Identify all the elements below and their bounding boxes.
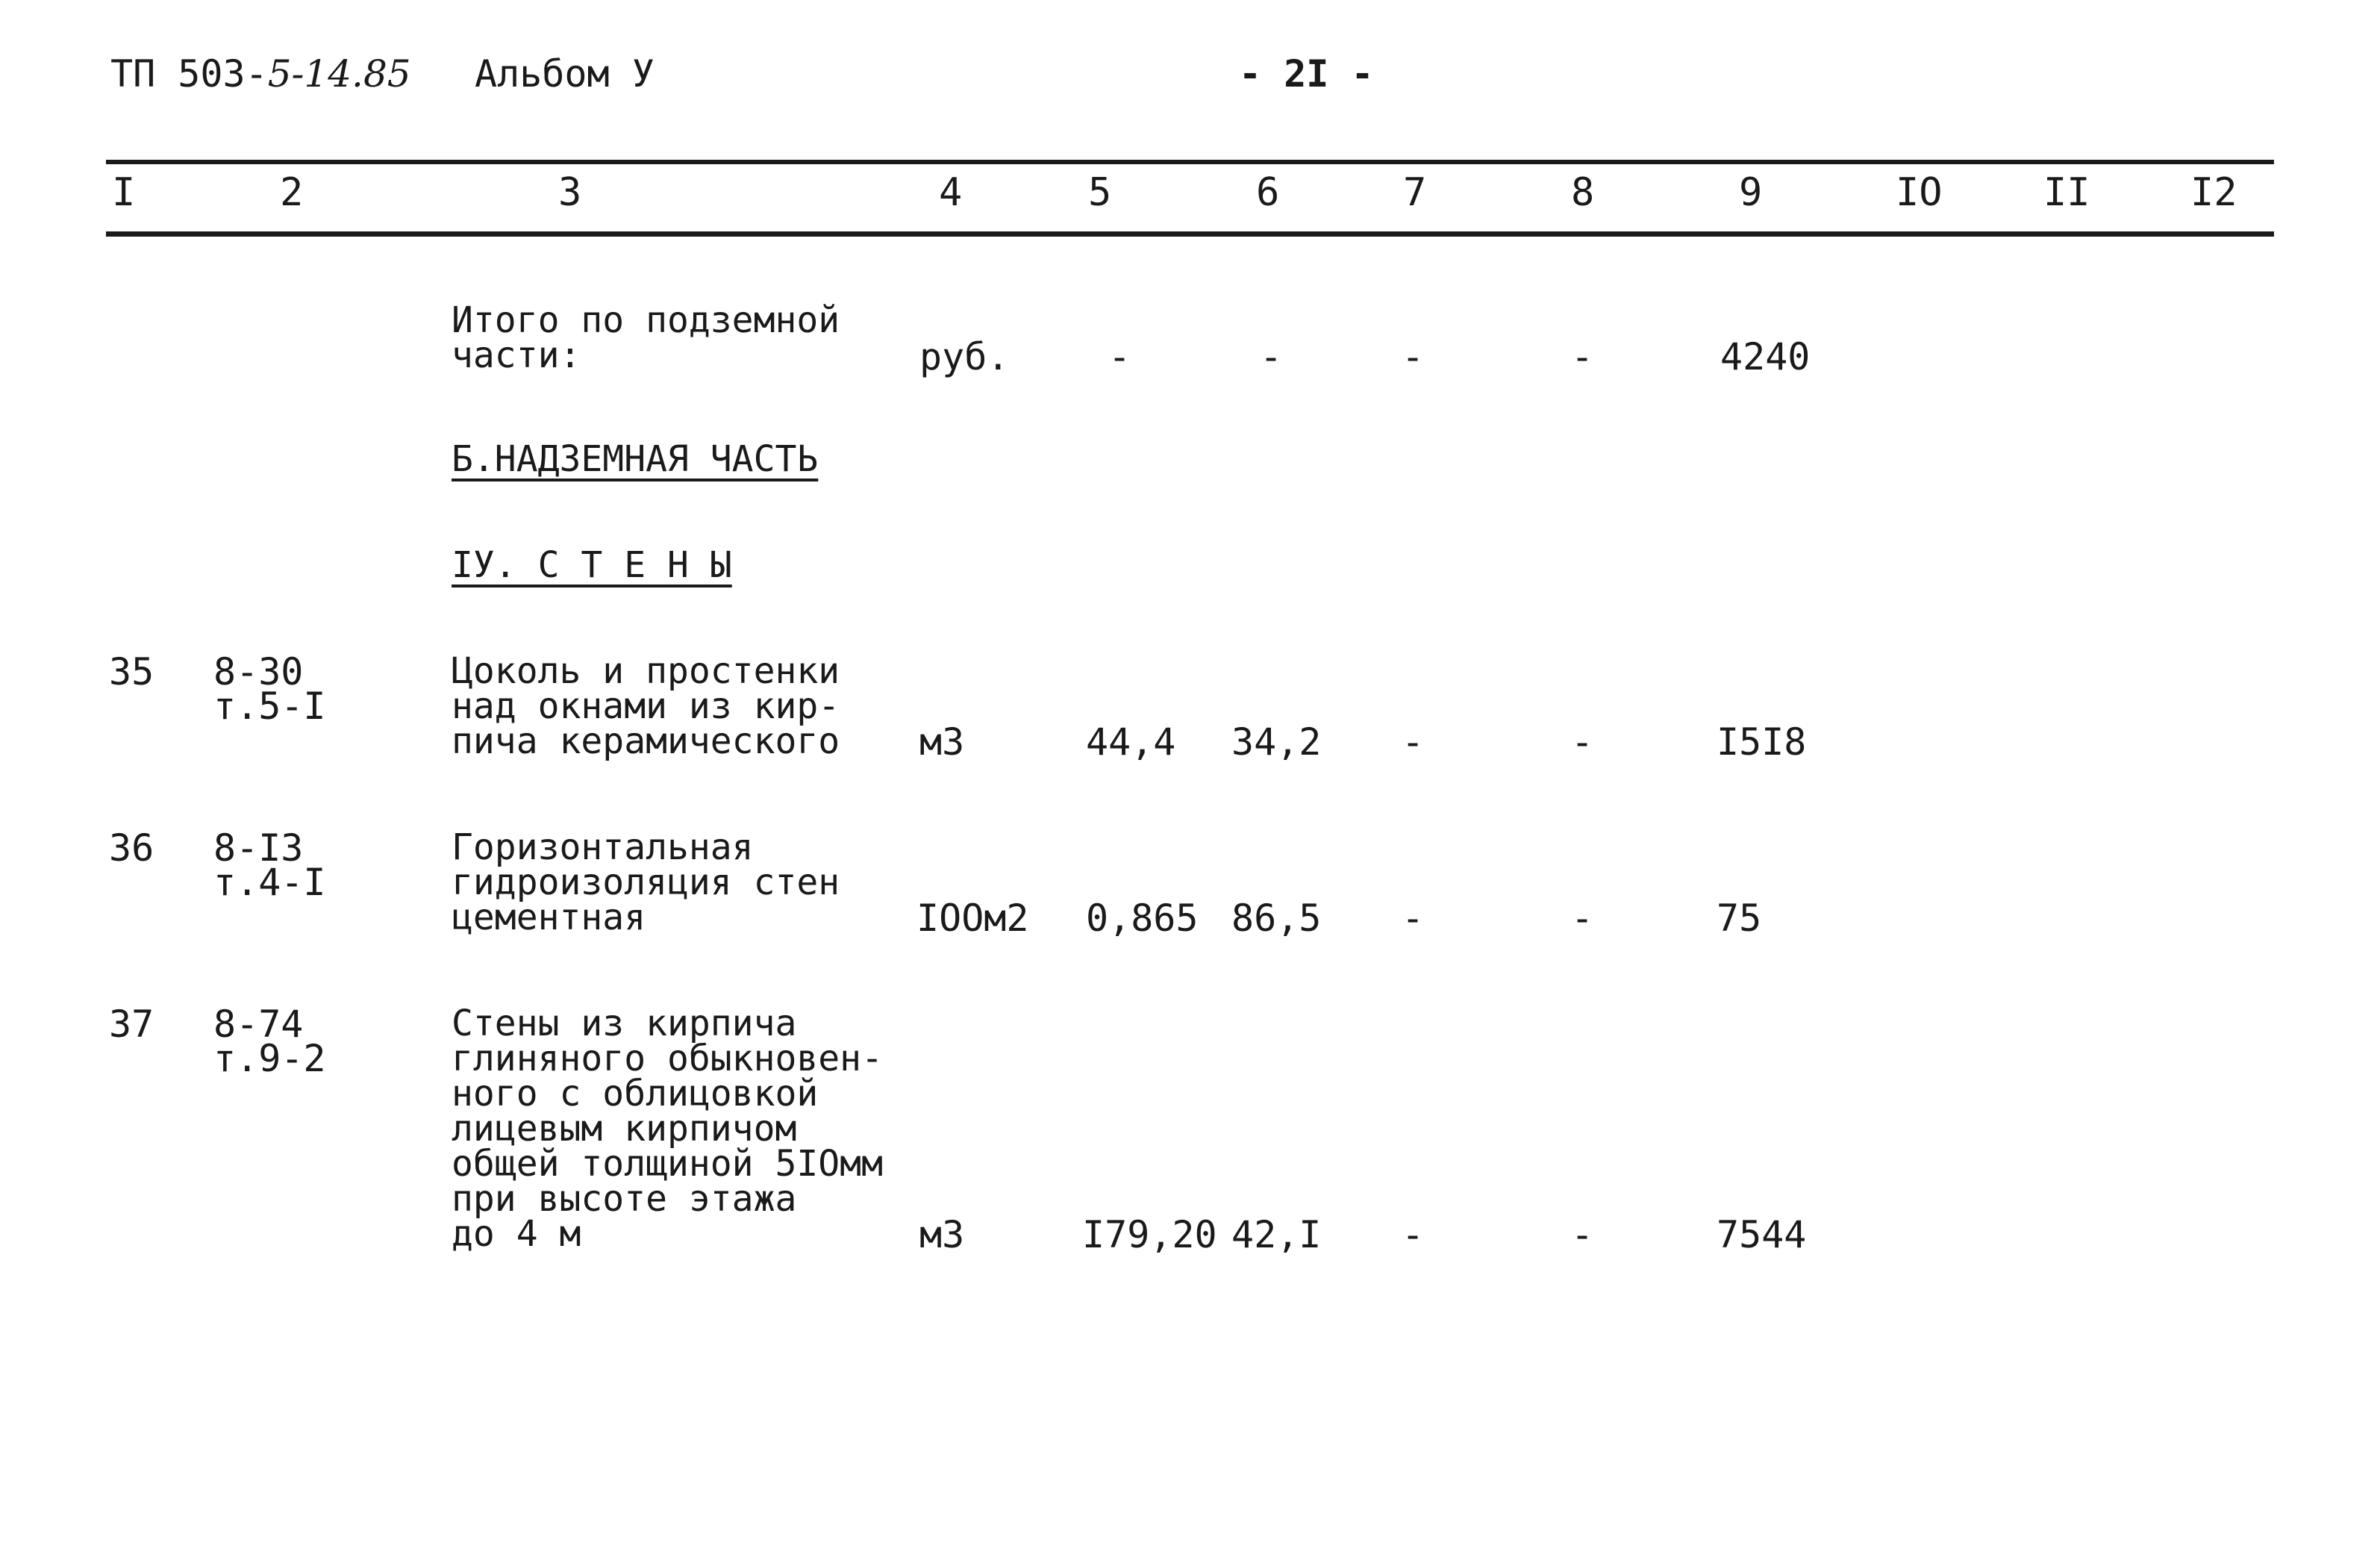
- column-header-7: 7: [1403, 170, 1427, 215]
- column-header-8: 8: [1571, 170, 1595, 215]
- col6-value: 42,I: [1231, 1213, 1322, 1256]
- work-description-line: Стены из кирпича: [452, 1003, 797, 1044]
- col5-value: 0,865: [1086, 897, 1199, 940]
- col9-value: I5I8: [1717, 720, 1807, 764]
- col7-value: -: [1402, 897, 1425, 940]
- work-description-line: до 4 м: [452, 1213, 581, 1255]
- column-header-6: 6: [1256, 170, 1280, 215]
- subtotal-col7: -: [1402, 335, 1425, 378]
- subtotal-col5: -: [1108, 335, 1131, 378]
- column-header-11: II: [2043, 170, 2090, 215]
- column-header-12: I2: [2190, 170, 2237, 215]
- work-description-line: при высоте этажа: [452, 1178, 797, 1220]
- work-description-line: пича керамического: [452, 720, 840, 762]
- row-number: 37: [109, 1003, 154, 1046]
- column-header-5: 5: [1088, 170, 1112, 215]
- norm-table-ref: т.9-2: [213, 1037, 326, 1080]
- work-description-line: гидроизоляция стен: [452, 861, 840, 903]
- col5-value: 44,4: [1086, 720, 1176, 764]
- col8-value: -: [1571, 1213, 1594, 1256]
- norm-code: 8-I3: [213, 826, 304, 870]
- album-label: Альбом У: [475, 52, 655, 96]
- work-description-line: Цоколь и простенки: [452, 650, 840, 692]
- subtotal-col6: -: [1260, 335, 1283, 378]
- subtotal-label-line1: Итого по подземной: [452, 299, 840, 341]
- subtotal-label-line2: части:: [452, 334, 581, 376]
- column-header-2: 2: [280, 170, 304, 215]
- section-title: Б.НАДЗЕМНАЯ ЧАСТЬ: [452, 438, 819, 480]
- col8-value: -: [1571, 897, 1594, 940]
- work-description-line: ного с облицовкой: [452, 1073, 819, 1115]
- unit: м3: [919, 1213, 965, 1256]
- unit: м3: [919, 720, 965, 764]
- col9-value: 75: [1717, 897, 1762, 940]
- col6-value: 34,2: [1231, 720, 1322, 764]
- norm-table-ref: т.5-I: [213, 685, 326, 728]
- document-code-handwritten: 5-14.85: [267, 52, 411, 96]
- subsection-title: IУ. С Т Е Н Ы: [452, 544, 732, 586]
- document-code: [110, 52, 411, 96]
- unit: IOOм2: [916, 897, 1029, 940]
- work-description-line: Горизонтальная: [452, 826, 754, 868]
- row-number: 35: [109, 650, 154, 693]
- table-header-bottom-rule: [106, 231, 2274, 237]
- col9-value: 7544: [1717, 1213, 1807, 1256]
- col7-value: -: [1402, 720, 1425, 764]
- table-top-rule: [106, 160, 2274, 164]
- row-number: 36: [109, 826, 154, 870]
- col5-value: I79,20: [1082, 1213, 1217, 1256]
- norm-code: 8-30: [213, 650, 304, 693]
- col6-value: 86,5: [1231, 897, 1322, 940]
- work-description-line: цементная: [452, 897, 646, 938]
- work-description-line: над окнами из кир-: [452, 685, 840, 727]
- column-header-3: 3: [558, 170, 582, 215]
- column-header-9: 9: [1739, 170, 1763, 215]
- subtotal-col8: -: [1571, 335, 1594, 378]
- col8-value: -: [1571, 720, 1594, 764]
- work-description-line: глиняного обыкновен-: [452, 1038, 883, 1079]
- subtotal-unit: руб.: [919, 335, 1010, 378]
- document-code-typed: ТП 503-: [110, 52, 268, 96]
- column-header-4: 4: [939, 170, 963, 215]
- column-header-10: IO: [1896, 170, 1943, 215]
- work-description-line: общей толщиной 5IOмм: [452, 1143, 883, 1185]
- work-description-line: лицевым кирпичом: [452, 1108, 797, 1150]
- subtotal-col9: 4240: [1720, 335, 1811, 378]
- norm-table-ref: т.4-I: [213, 861, 326, 904]
- page-number: - 2I -: [1239, 52, 1374, 96]
- col7-value: -: [1402, 1213, 1425, 1256]
- norm-code: 8-74: [213, 1003, 304, 1046]
- column-header-1: I: [112, 170, 136, 215]
